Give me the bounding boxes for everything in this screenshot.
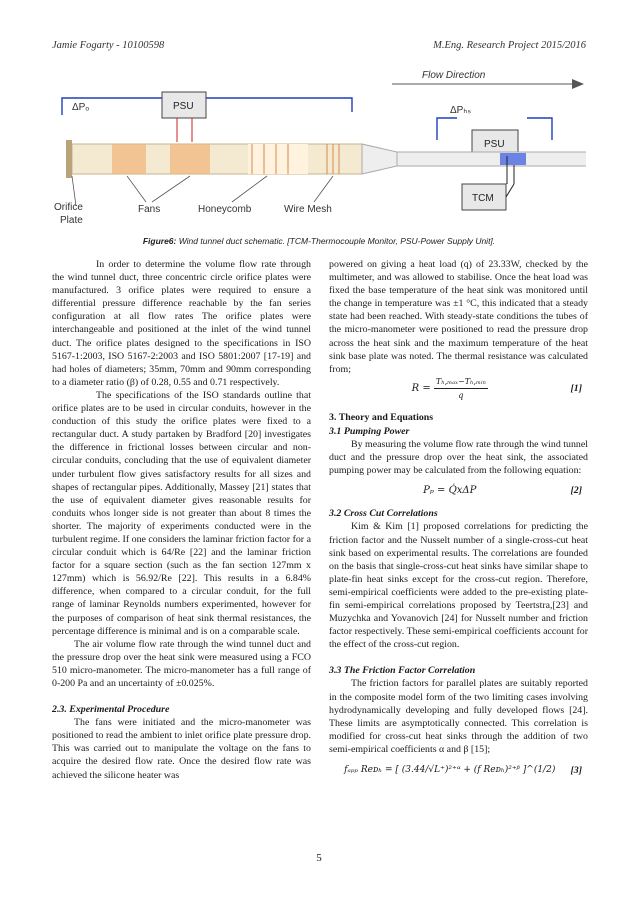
paragraph-pumping-power: By measuring the volume flow rate through the wind tunnel duct and the pressure drop over the heat sink, the associated pumping power may be calculated from the following equation: xyxy=(329,439,588,477)
psu-right-label: PSU xyxy=(484,139,505,150)
paragraph-friction-factor: The friction factors for parallel plates are suitably reported in the composite model form of the two limiting cases involving hydrodynamically developing and fully developed flows [24]. These limits are asymptotically connected. This correlation is modified for cross-cut heat sinks through the addition of two semi-empirical coefficients α and β [15]; xyxy=(329,678,588,755)
section-heading-3: 3. Theory and Equations xyxy=(329,411,434,423)
fans-label: Fans xyxy=(138,204,161,215)
tcm-label: TCM xyxy=(472,193,494,204)
orifice-label: Orifice xyxy=(54,202,83,213)
flow-direction-arrow xyxy=(392,79,584,89)
eq1-denominator: q xyxy=(458,391,464,401)
eq1-lhs: R = xyxy=(411,383,434,395)
eq1-numerator: Tₕ,ₘₐₓ−Tₕ,ₘᵢₙ xyxy=(434,375,488,389)
page-number: 5 xyxy=(316,852,322,864)
equation-3 xyxy=(329,756,588,786)
paragraph-cross-cut: Kim & Kim [1] proposed correlations for predicting the friction factor and the Nusselt number of a single-cross-cut heat sink based on experimental results. The correlations are founded on the basis that single-cross-cut heat sinks have similar shape to plate-fin heat sinks except for the cross-cut region. Therefore, semi-empirical coefficients were added to the pre-existing plate-fin semi-empirical correlations proposed by Teertstra,[23] and Muzychka and Yovanovich [24] for Nusselt number and friction factor respectively. These semi-empirical coefficients account for the effect of the cross-cut region. xyxy=(329,521,588,651)
plate-label: Plate xyxy=(60,215,83,226)
right-column xyxy=(329,258,588,786)
header-author: Jamie Fogarty - 10100598 xyxy=(52,40,165,51)
section-heading-3-2: 3.2 Cross Cut Correlations xyxy=(329,508,438,520)
equation-3-number: [3] xyxy=(570,765,582,777)
paragraph: The fans were initiated and the micro-manometer was positioned to read the ambient to inlet orifice plate pressure drop. This was carried out to manipulate the voltage on the fans to acquire the desired flow rate. Once the desired flow rate was achieved the silicone heater was xyxy=(52,717,311,781)
honeycomb-label: Honeycomb xyxy=(198,204,252,215)
equation-2 xyxy=(329,477,588,503)
wind-tunnel-schematic xyxy=(52,60,586,232)
equation-1-number: [1] xyxy=(570,383,582,395)
equation-3-expression: fₐₚₚ Reᴅₕ = [ (3.44/√L⁺)²⁺ᵅ + (f Reᴅₕ)²⁺ᵝ ]^(1/2) xyxy=(344,765,556,776)
equation-1 xyxy=(329,376,588,402)
header-project: M.Eng. Research Project 2015/2016 xyxy=(433,40,586,51)
psu-top-label: PSU xyxy=(173,101,194,112)
dp-orifice-label: ΔPₒ xyxy=(72,102,90,113)
equation-2-number: [2] xyxy=(570,484,582,496)
eq1-fraction xyxy=(434,375,488,402)
wire-mesh-label: Wire Mesh xyxy=(284,204,332,215)
section-heading-3-3: 3.3 The Friction Factor Correlation xyxy=(329,665,476,677)
caption-label: Figure6: xyxy=(142,236,177,246)
paragraph: The air volume flow rate through the wind tunnel duct and the pressure drop over the heat sink were measured using a FCO 510 micro-manometer. The micro-manometer has a full range of 0-200 Pa and an uncertainty of ±0.025%. xyxy=(52,638,311,689)
figure-caption xyxy=(0,236,638,246)
label-leaders xyxy=(72,176,333,206)
heat-sink xyxy=(500,153,526,165)
paragraph: In order to determine the volume flow rate through the wind tunnel duct, three concentric circle orifice plates were manufactured. 3 orifice plates were required to ensure a differential pressure difference reachable by the fan series configuration at all flow rates The orifice plates were interchangeable and positioned at the inlet of the wind tunnel duct. The orifice plates designed to the specifications in ISO 5167-1:2003, ISO 5167-2:2003 and ISO 5801:2007 [17-19] and had holes of diameters; 35mm, 70mm and 90mm corresponding to a diameter ratio (β) of 0.28, 0.55 and 0.71 respectively. xyxy=(52,259,311,388)
flow-direction-label: Flow Direction xyxy=(422,70,486,81)
caption-text: Wind tunnel duct schematic. [TCM-Thermocouple Monitor, PSU-Power Supply Unit]. xyxy=(176,236,496,246)
section-heading-2-3: 2.3. Experimental Procedure xyxy=(52,704,170,716)
left-column xyxy=(52,258,311,782)
section-heading-3-1: 3.1 Pumping Power xyxy=(329,425,410,437)
paragraph: The specifications of the ISO standards outline that orifice plates are to be used in circular conduits, however in the conduction of this study the orifice plates were fixed to a rectangular duct. A study partaken by Bradford [20] investigates the difference in frictional losses between circular and non-circular conduits, concluding that the use of equivalent diameter under turbulent flow gives satisfactory results for all sizes and shapes of rectangular pipes. Additionally, Massey [21] states that the use of equivalent diameter gives reasonable results for conduits whos longer side is not greater than about 8 times the shorter. The majority of experiments conducted were in the turbulent regime. If one considers the laminar friction factor for a circular conduit which is 64/Re [22] and the laminar friction factor for a square section (such as the fan section 127mm x 127mm) which is 56.92/Re [22]. This results in a 6.84% difference, when compared to a circular conduit, for the full range of laminar Reynolds numbers experimented, however for the purposes of comparison of heat sink thermal resistances, the percentage difference is minimal and is on a comparable scale. xyxy=(52,389,311,637)
equation-2-expression: Pₚ = Q̇xΔP xyxy=(423,484,477,496)
paragraph-heat-load: powered on giving a heat load (q) of 23.33W, checked by the multimeter, and was allowed to stabilise. Once the heat load was fixed the base temperature of the heat sink was monitored until the change in temperature was ±1 °C, this indicated that a steady state had been reached. With steady-state conditions the tubes of the micro-manometer were positioned to read the pressure drop across the heat sink and the maximum temperature of the heat sink base plate was noted. The thermal resistance was calculated from; xyxy=(329,259,588,375)
dp-heatsink-label: ΔPₕₛ xyxy=(450,105,472,116)
equation-1-expression xyxy=(329,375,570,402)
